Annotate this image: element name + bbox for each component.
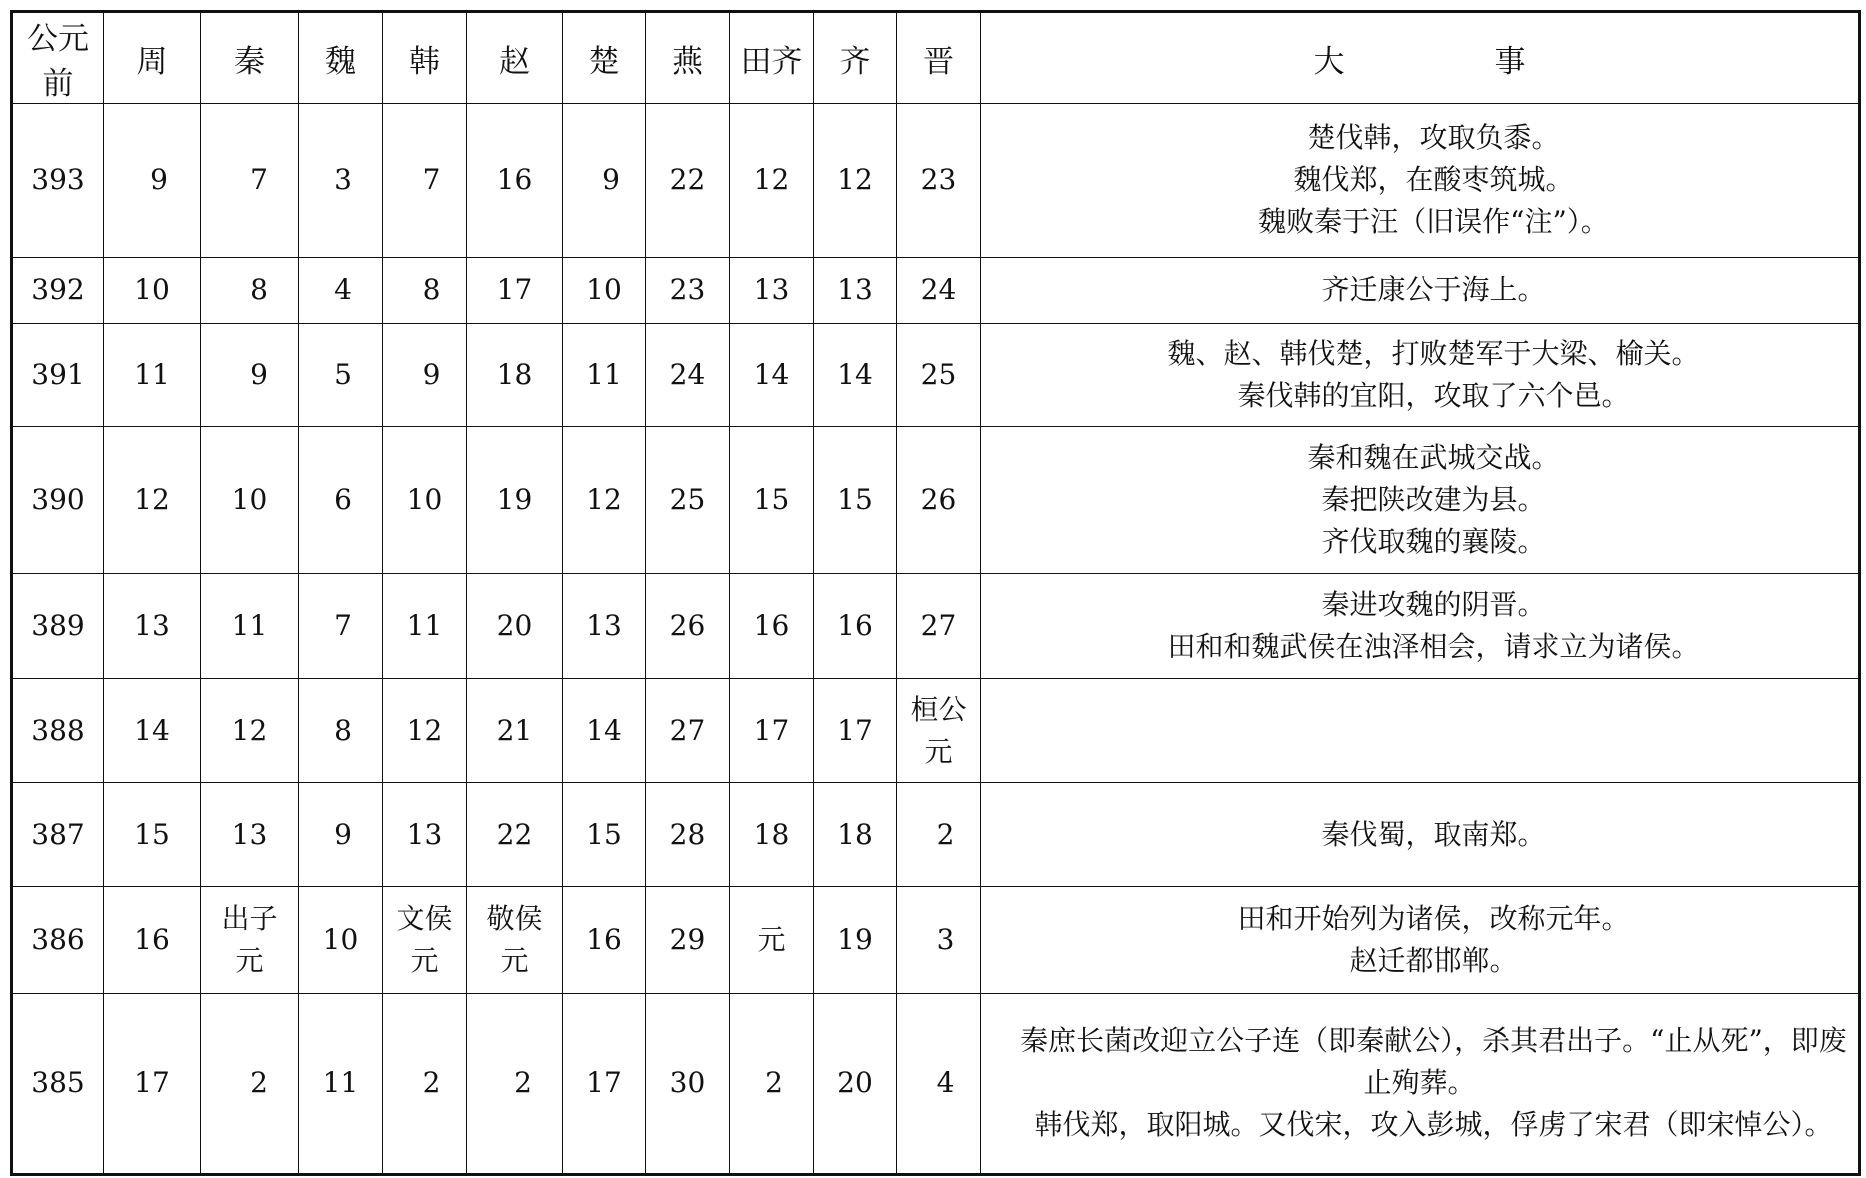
cell-line: 出子 (221, 901, 278, 935)
cell-qin: 9 (201, 323, 299, 427)
cell-wei: 10 (299, 887, 383, 993)
cell-jin: 23 (897, 104, 981, 258)
cell-tianqi: 15 (730, 427, 814, 574)
cell-zhao: 16 (467, 104, 563, 258)
table-body (12, 104, 1860, 1175)
header-zhao: 赵 (467, 12, 563, 104)
events-cell (981, 887, 1860, 993)
cell-wei: 5 (299, 323, 383, 427)
cell-han: 7 (383, 104, 467, 258)
cell-qin: 13 (201, 783, 299, 887)
cell-jin: 26 (897, 427, 981, 574)
cell-qin: 2 (201, 993, 299, 1174)
events-cell (981, 783, 1860, 887)
events-cell (981, 679, 1860, 783)
cell-tianqi: 12 (730, 104, 814, 258)
event-line: 田和和魏武侯在浊泽相会，请求立为诸侯。 (1167, 630, 1700, 664)
cell-qin: 8 (201, 257, 299, 323)
cell-yan: 23 (646, 257, 730, 323)
cell-qi: 17 (814, 679, 897, 783)
event-line: 齐迁康公于海上。 (1321, 273, 1546, 307)
event-line: 齐伐取魏的襄陵。 (1321, 525, 1546, 559)
cell-wei: 6 (299, 427, 383, 574)
cell-zhou: 10 (104, 257, 201, 323)
year-cell: 388 (12, 679, 104, 783)
header-qin: 秦 (201, 12, 299, 104)
cell-zhao: 22 (467, 783, 563, 887)
cell-han: 8 (383, 257, 467, 323)
cell-line: 元 (235, 943, 264, 977)
event-line: 田和开始列为诸侯，改称元年。 (1237, 901, 1630, 935)
event-line: 秦伐蜀，取南郑。 (1321, 817, 1546, 851)
event-line: 秦把陕改建为县。 (1321, 483, 1546, 517)
cell-han: 9 (383, 323, 467, 427)
cell-chu: 10 (563, 257, 646, 323)
event-line: 秦进攻魏的阴晋。 (1321, 588, 1546, 622)
cell-tianqi: 16 (730, 574, 814, 679)
cell-tianqi: 2 (730, 993, 814, 1174)
table-row (12, 257, 1860, 323)
cell-qi: 20 (814, 993, 897, 1174)
cell-line: 文侯 (396, 901, 453, 935)
cell-zhao: 21 (467, 679, 563, 783)
cell-qin: 10 (201, 427, 299, 574)
year-cell: 389 (12, 574, 104, 679)
header-events (981, 12, 1860, 104)
events-cell (981, 993, 1860, 1174)
cell-zhou: 15 (104, 783, 201, 887)
cell-zhou: 11 (104, 323, 201, 427)
cell-zhao: 19 (467, 427, 563, 574)
events-cell (981, 574, 1860, 679)
table-row (12, 574, 1860, 679)
cell-jin: 2 (897, 783, 981, 887)
events-cell (981, 427, 1860, 574)
cell-jin (897, 679, 981, 783)
year-cell: 386 (12, 887, 104, 993)
header-chu: 楚 (563, 12, 646, 104)
cell-yan: 28 (646, 783, 730, 887)
cell-wei: 3 (299, 104, 383, 258)
header-yan: 燕 (646, 12, 730, 104)
cell-chu: 11 (563, 323, 646, 427)
table-row (12, 104, 1860, 258)
cell-chu: 16 (563, 887, 646, 993)
cell-han: 10 (383, 427, 467, 574)
cell-chu: 13 (563, 574, 646, 679)
header-zhou: 周 (104, 12, 201, 104)
cell-zhou: 16 (104, 887, 201, 993)
cell-line: 元 (410, 943, 439, 977)
event-line: 赵迁都邯郸。 (1349, 943, 1518, 977)
header-qi: 齐 (814, 12, 897, 104)
cell-han: 2 (383, 993, 467, 1174)
cell-zhao: 18 (467, 323, 563, 427)
cell-zhou: 12 (104, 427, 201, 574)
cell-jin: 3 (897, 887, 981, 993)
cell-wei: 4 (299, 257, 383, 323)
year-cell: 391 (12, 323, 104, 427)
cell-wei: 9 (299, 783, 383, 887)
cell-qi: 15 (814, 427, 897, 574)
cell-wei: 7 (299, 574, 383, 679)
table-row (12, 783, 1860, 887)
cell-chu: 12 (563, 427, 646, 574)
cell-line: 敬侯 (486, 901, 543, 935)
cell-zhao: 17 (467, 257, 563, 323)
cell-qin: 11 (201, 574, 299, 679)
table-row (12, 993, 1860, 1174)
header-han: 韩 (383, 12, 467, 104)
cell-line: 桓公 (910, 692, 967, 726)
header-events-char-2: 事 (1494, 43, 1526, 80)
cell-wei: 8 (299, 679, 383, 783)
cell-zhao: 2 (467, 993, 563, 1174)
year-cell: 390 (12, 427, 104, 574)
cell-jin: 25 (897, 323, 981, 427)
cell-qi: 13 (814, 257, 897, 323)
cell-tianqi: 14 (730, 323, 814, 427)
cell-jin: 24 (897, 257, 981, 323)
cell-qi: 14 (814, 323, 897, 427)
cell-yan: 22 (646, 104, 730, 258)
cell-qi: 16 (814, 574, 897, 679)
cell-zhou: 14 (104, 679, 201, 783)
cell-zhao: 20 (467, 574, 563, 679)
events-cell (981, 104, 1860, 258)
cell-jin: 4 (897, 993, 981, 1174)
cell-han (383, 887, 467, 993)
cell-line: 元 (924, 734, 953, 768)
table-row (12, 887, 1860, 993)
cell-qi: 19 (814, 887, 897, 993)
cell-tianqi: 17 (730, 679, 814, 783)
event-line: 韩伐郑，取阳城。又伐宋，攻入彭城，俘虏了宋君（即宋悼公）。 (1034, 1108, 1833, 1142)
cell-yan: 30 (646, 993, 730, 1174)
header-row (12, 12, 1860, 104)
year-cell: 393 (12, 104, 104, 258)
cell-han: 13 (383, 783, 467, 887)
cell-han: 11 (383, 574, 467, 679)
cell-yan: 24 (646, 323, 730, 427)
cell-tianqi: 13 (730, 257, 814, 323)
event-line: 楚伐韩，攻取负黍。 (1307, 121, 1560, 155)
cell-zhou: 9 (104, 104, 201, 258)
cell-han: 12 (383, 679, 467, 783)
cell-jin: 27 (897, 574, 981, 679)
events-cell (981, 257, 1860, 323)
cell-zhou: 13 (104, 574, 201, 679)
cell-line: 元 (500, 943, 529, 977)
cell-tianqi: 18 (730, 783, 814, 887)
cell-qin: 7 (201, 104, 299, 258)
cell-zhao (467, 887, 563, 993)
year-cell: 392 (12, 257, 104, 323)
cell-qi: 18 (814, 783, 897, 887)
event-line: 魏败秦于汪（旧误作“注”）。 (1258, 205, 1609, 239)
events-cell (981, 323, 1860, 427)
cell-yan: 26 (646, 574, 730, 679)
header-tianqi: 田齐 (730, 12, 814, 104)
cell-chu: 9 (563, 104, 646, 258)
table-row (12, 323, 1860, 427)
cell-tianqi: 元 (730, 887, 814, 993)
event-line: 秦伐韩的宜阳，攻取了六个邑。 (1237, 378, 1630, 412)
header-wei: 魏 (299, 12, 383, 104)
table-row (12, 679, 1860, 783)
header-year: 公元前 (12, 12, 104, 104)
header-jin: 晋 (897, 12, 981, 104)
event-line: 魏、赵、韩伐楚，打败楚军于大梁、榆关。 (1167, 336, 1700, 370)
cell-yan: 25 (646, 427, 730, 574)
year-cell: 387 (12, 783, 104, 887)
year-cell: 385 (12, 993, 104, 1174)
header-events-char-1: 大 (1313, 43, 1345, 80)
event-line: 秦和魏在武城交战。 (1307, 441, 1560, 475)
cell-yan: 27 (646, 679, 730, 783)
chronology-table (10, 10, 1861, 1176)
cell-qi: 12 (814, 104, 897, 258)
event-line: 魏伐郑，在酸枣筑城。 (1293, 163, 1574, 197)
cell-qin (201, 887, 299, 993)
cell-chu: 17 (563, 993, 646, 1174)
cell-wei: 11 (299, 993, 383, 1174)
cell-yan: 29 (646, 887, 730, 993)
cell-chu: 15 (563, 783, 646, 887)
cell-chu: 14 (563, 679, 646, 783)
event-line: 秦庶长菌改迎立公子连（即秦献公），杀其君出子。“止从死”，即废止殉葬。 (1020, 1024, 1847, 1100)
cell-zhou: 17 (104, 993, 201, 1174)
cell-qin: 12 (201, 679, 299, 783)
table-row (12, 427, 1860, 574)
